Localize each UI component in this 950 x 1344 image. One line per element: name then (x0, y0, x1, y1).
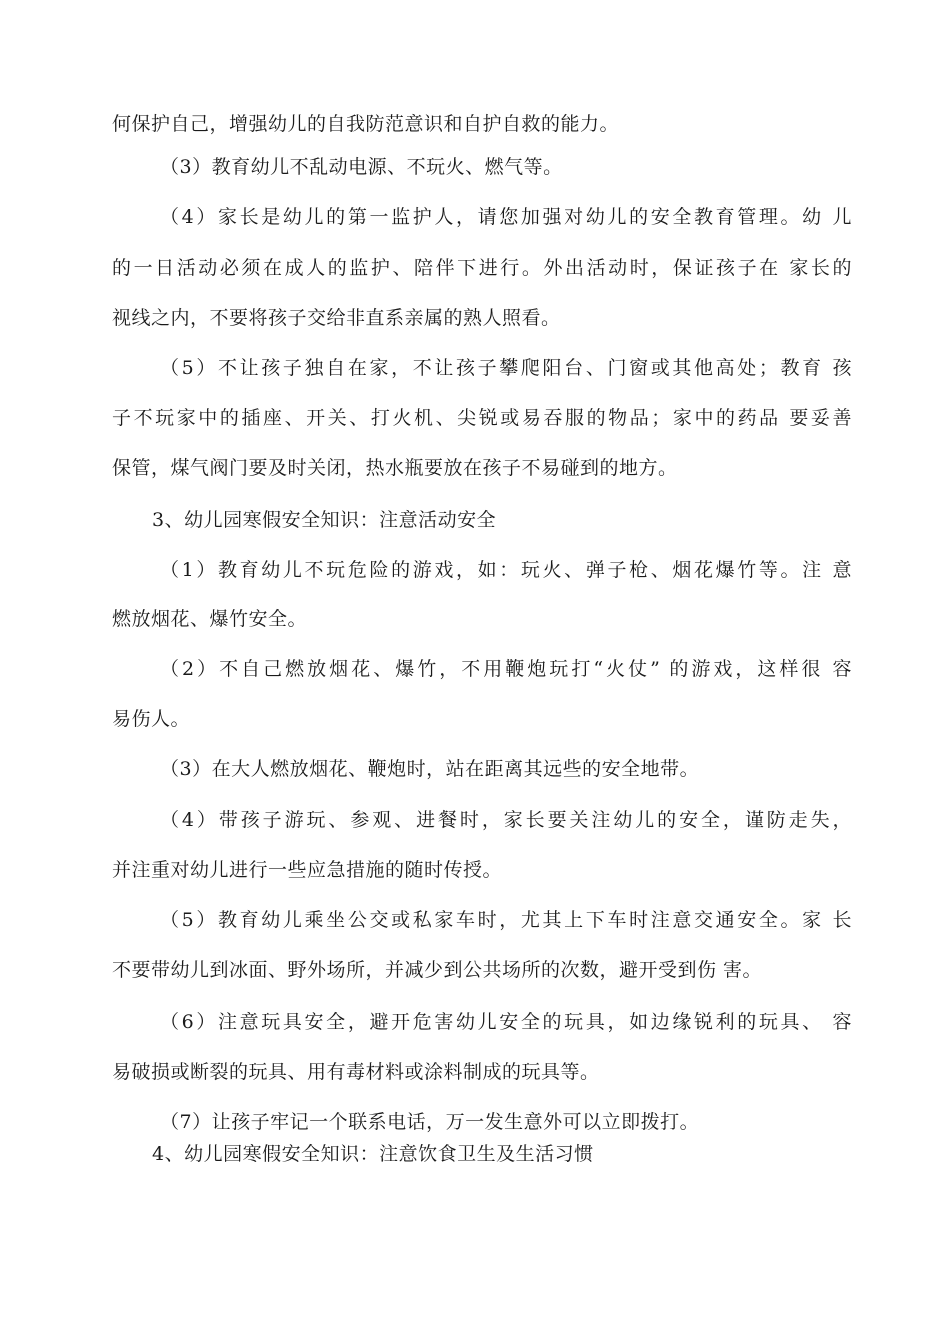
text-line: 燃放烟花、爆竹安全。 (112, 608, 308, 630)
text-line: 子不玩家中的插座、开关、打火机、尖锐或易吞服的物品；家中的药品 要妥善 (112, 407, 852, 429)
text-line: （5）不让孩子独自在家，不让孩子攀爬阳台、门窗或其他高处；教育 孩 (160, 357, 852, 379)
text-line: （4）家长是幼儿的第一监护人，请您加强对幼儿的安全教育管理。幼 儿 (160, 206, 852, 228)
text-line: 易破损或断裂的玩具、用有毒材料或涂料制成的玩具等。 (112, 1061, 600, 1083)
text-line: 的一日活动必须在成人的监护、陪伴下进行。外出活动时，保证孩子在 家长的 (112, 257, 852, 279)
text-line: （2）不自己燃放烟花、爆竹，不用鞭炮玩打“火仗” 的游戏，这样很 容 (160, 658, 852, 680)
text-line: 何保护自己，增强幼儿的自我防范意识和自护自救的能力。 (112, 113, 620, 135)
text-line: 易伤人。 (112, 708, 191, 730)
text-line: （4）带孩子游玩、参观、进餐时，家长要关注幼儿的安全，谨防走失， (160, 809, 852, 831)
text-line: （6）注意玩具安全，避开危害幼儿安全的玩具，如边缘锐利的玩具、 容 (160, 1011, 852, 1033)
section-heading: 4、幼儿园寒假安全知识：注意饮食卫生及生活习惯 (152, 1143, 594, 1165)
text-line: 视线之内，不要将孩子交给非直系亲属的熟人照看。 (112, 307, 561, 329)
text-line: （3）教育幼儿不乱动电源、不玩火、燃气等。 (160, 156, 563, 178)
text-line: 不要带幼儿到冰面、野外场所，并减少到公共场所的次数，避开受到伤 害。 (112, 959, 763, 981)
text-line: （1）教育幼儿不玩危险的游戏，如：玩火、弹子枪、烟花爆竹等。注 意 (160, 559, 852, 581)
text-line: （3）在大人燃放烟花、鞭炮时，站在距离其远些的安全地带。 (160, 758, 700, 780)
text-line: 并注重对幼儿进行一些应急措施的随时传授。 (112, 859, 503, 881)
text-line: 保管，煤气阀门要及时关闭，热水瓶要放在孩子不易碰到的地方。 (112, 457, 678, 479)
text-line: （5）教育幼儿乘坐公交或私家车时，尤其上下车时注意交通安全。家 长 (160, 909, 852, 931)
text-line: （7）让孩子牢记一个联系电话，万一发生意外可以立即拨打。 (160, 1111, 700, 1133)
section-heading: 3、幼儿园寒假安全知识：注意活动安全 (152, 509, 497, 531)
